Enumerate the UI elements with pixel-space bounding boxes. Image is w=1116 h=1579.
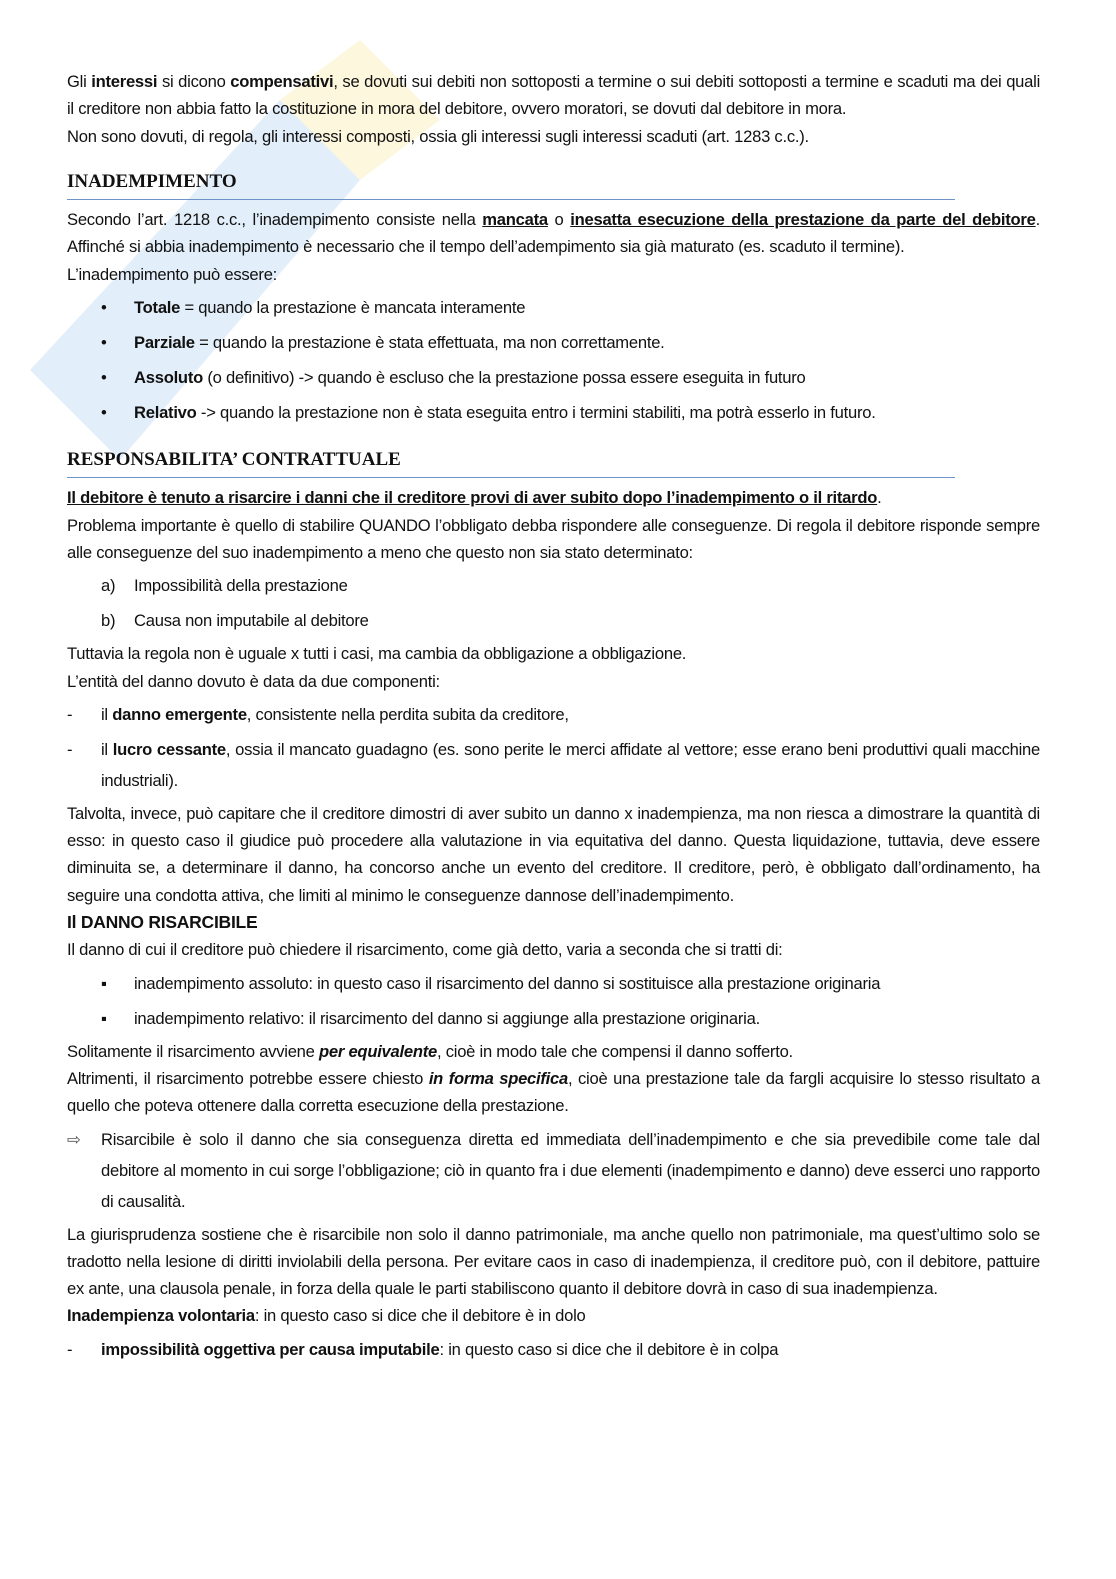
list-item [67,1334,1040,1365]
list-item [67,570,1040,601]
text-run: L’inadempimento può essere: [67,264,278,284]
text-run: , cioè in modo tale che compensi il danno sofferto. [437,1041,793,1061]
dash-marker: - [67,739,73,759]
bullet-marker: • [101,333,107,353]
text-run: Gli [67,72,92,91]
text-run: Talvolta, invece, può capitare che il creditore dimostri di aver subito un danno x inadempienza, ma non riesca a dimostrare la quantità di esso: in questo caso il giudice può procedere alla valutazione in via equitativa del danno. Questa liquidazione, tuttavia, deve essere diminuita se, a determinare il danno, ha concorso anche un evento del creditore. Il creditore, però, è obbligato dall’ordinamento, ha seguire una condotta attiva, che limiti al minimo le conseguenze dannose dell’inadempimento. [67,803,1040,905]
text-run: , ossia il mancato guadagno (es. sono perite le merci affidate al vettore; esse erano beni produttivi quali macchine industriali). [101,739,1041,790]
paragraph [67,1038,1040,1065]
text-run: il [101,704,113,724]
paragraph [67,261,1040,288]
list-item [67,292,1040,323]
bullet-marker: • [101,368,107,388]
paragraph [67,936,1040,963]
text-run: , se dovuti sui debiti non sottoposti a termine o sui debiti sottoposti a termine e scaduti ma dei quali il creditore non abbia fatto la costituzione in mora del debitore, ovvero moratori, se dovuti dal debitore in mora. [67,72,1041,119]
text-run: INADEMPIMENTO [67,170,237,192]
list-item [67,362,1040,393]
text-run: . [877,488,882,508]
paragraph [67,123,1040,150]
list-item [67,397,1040,428]
text-run: (o definitivo) -> quando è escluso che la prestazione possa essere eseguita in futuro [203,368,806,388]
bold-text: Inadempienza volontaria [67,1306,255,1326]
section-heading [67,168,955,200]
bold-text: interessi [91,72,158,91]
paragraph [67,640,1040,667]
text-run: Il danno di cui il creditore può chiedere il risarcimento, come già detto, varia a seconda che si tratti di: [67,940,783,960]
section-heading [67,446,955,478]
text-run: inadempimento relativo: il risarcimento del danno si aggiunge alla prestazione originaria. [134,1008,760,1028]
text-run: Il DANNO RISARCIBILE [67,912,258,933]
list-item [67,327,1040,358]
bullet-marker: • [101,298,107,318]
list-item [67,1124,1040,1217]
list-item [67,968,1040,999]
text-run: : in questo caso si dice che il debitore è in colpa [439,1339,779,1359]
paragraph [67,68,1040,123]
text-run: il [101,739,113,759]
underlined-bold-text: mancata [482,210,548,230]
document-page [67,68,1040,1369]
text-run: : in questo caso si dice che il debitore è in dolo [254,1306,586,1326]
text-run: Tuttavia la regola non è uguale x tutti i casi, ma cambia da obbligazione a obbligazione. [67,644,687,664]
bullet-marker: • [101,403,107,423]
bold-text: Totale [134,298,181,318]
paragraph [67,668,1040,695]
bold-text: impossibilità oggettiva per causa imputabile [101,1339,440,1359]
text-run: = quando la prestazione è mancata interamente [180,298,526,318]
text-run: o [547,210,571,230]
list-item [67,1003,1040,1034]
paragraph [67,1302,1040,1329]
bold-italic-text: per equivalente [319,1041,437,1061]
text-run: L’entità del danno dovuto è data da due componenti: [67,671,440,691]
list-item [67,734,1040,796]
bold-text: Relativo [134,403,197,423]
arrow-marker: ⇨ [67,1129,81,1149]
square-marker: ▪ [101,973,107,993]
text-run: inadempimento assoluto: in questo caso il risarcimento del danno si sostituisce alla prestazione originaria [134,973,881,993]
text-run: , consistente nella perdita subita da creditore, [246,704,569,724]
bold-text: Parziale [134,333,195,353]
alpha-marker: a) [101,576,116,596]
text-run: Impossibilità della prestazione [134,576,348,596]
alpha-marker: b) [101,611,116,631]
dash-marker: - [67,1339,73,1359]
text-run: La giurisprudenza sostiene che è risarcibile non solo il danno patrimoniale, ma anche quello non patrimoniale, ma quest’ultimo solo se tradotto nella lesione di diritti inviolabili della persona. Per evitare caos in caso di inadempienza, il creditore può, con il debitore, pattuire ex ante, una clausola penale, in forza della quale le parti stabiliscono quanto il debitore dovrà in caso di sua inadempienza. [67,1224,1040,1299]
text-run: , cioè una prestazione tale da fargli acquisire lo stesso risultato a quello che poteva ottenere dalla corretta esecuzione della prestazione. [67,1068,1040,1116]
list-item [67,699,1040,730]
bold-text: lucro cessante [112,739,226,759]
bold-text: compensativi [230,72,334,91]
text-run: = quando la prestazione è stata effettuata, ma non correttamente. [194,333,665,353]
list-item [67,605,1040,636]
text-run: Non sono dovuti, di regola, gli interessi composti, ossia gli interessi sugli interessi scaduti (art. 1283 c.c.). [67,126,809,146]
dash-marker: - [67,704,73,724]
text-run: . Affinché si abbia inadempimento è necessario che il tempo dell’adempimento sia già maturato (es. scaduto il termine). [67,210,1040,257]
paragraph [67,1065,1040,1120]
text-run: Secondo l’art. 1218 c.c., l’inadempimento consiste nella [67,210,483,230]
square-marker: ▪ [101,1008,107,1028]
text-run: -> quando la prestazione non è stata eseguita entro i termini stabiliti, ma potrà esserlo in futuro. [196,403,876,423]
paragraph [67,512,1040,567]
text-run: Causa non imputabile al debitore [134,611,369,631]
text-run: Solitamente il risarcimento avviene [67,1041,320,1061]
underlined-bold-text: Il debitore è tenuto a risarcire i danni che il creditore provi di aver subito dopo l’inadempimento o il ritardo [67,488,878,508]
paragraph [67,206,1040,261]
paragraph [67,484,1040,511]
bold-text: danno emergente [112,704,247,724]
text-run: Problema importante è quello di stabilire QUANDO l’obbligato debba rispondere alle conseguenze. Di regola il debitore risponde sempre alle conseguenze del suo inadempimento a meno che questo non sia stato determinato: [67,515,1040,562]
paragraph [67,1221,1040,1303]
text-run: Risarcibile è solo il danno che sia conseguenza diretta ed immediata dell’inadempimento e che sia prevedibile come tale dal debitore al momento in cui sorge l’obbligazione; ciò in quanto fra i due elementi (inadempimento e danno) deve esserci uno rapporto di causalità. [101,1129,1040,1211]
bold-italic-text: in forma specifica [428,1068,568,1088]
underlined-bold-text: inesatta esecuzione della prestazione da parte del debitore [570,210,1036,230]
text-run: RESPONSABILITA’ CONTRATTUALE [67,449,401,471]
paragraph [67,800,1040,909]
subsection-heading [67,909,1040,936]
text-run: si dicono [157,72,231,91]
bold-text: Assoluto [134,368,203,388]
text-run: Altrimenti, il risarcimento potrebbe essere chiesto [67,1068,429,1088]
